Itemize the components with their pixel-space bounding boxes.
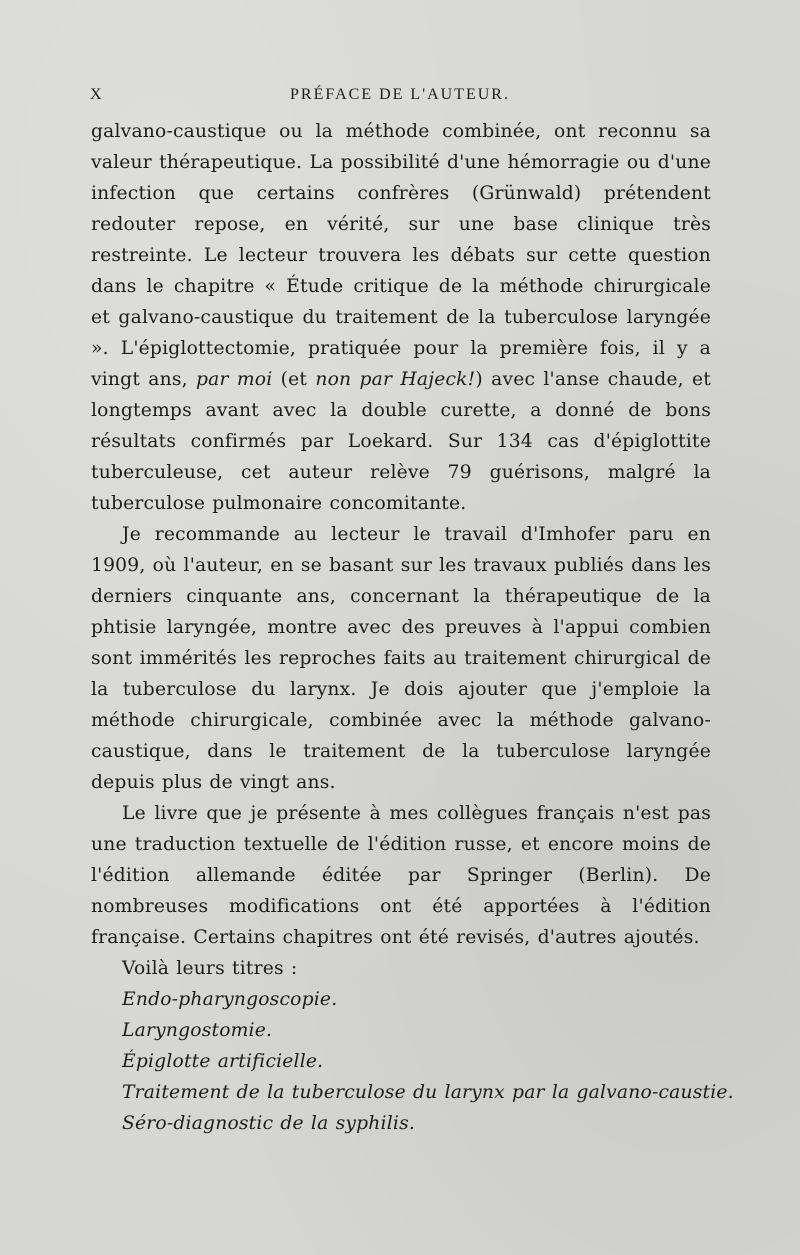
chapter-titles-list	[91, 953, 734, 1139]
italic-par-moi: par moi	[196, 369, 273, 390]
chapter-title: Endo-pharyngoscopie.	[122, 989, 338, 1010]
chapter-title: Épiglotte artificielle.	[122, 1051, 324, 1072]
chapter-title: Séro-diagnostic de la syphilis.	[122, 1113, 415, 1134]
paragraph-3: Le livre que je présente à mes collègues français n'est pas une traduction textuelle de l'édition russe, et encore moins de l'édition allemande éditée par Springer (Berlin). De nombreuses modifications ont été apportées à l'édition française. Certains chapitres ont été revisés, d'autres ajoutés.	[91, 803, 711, 948]
chapter-title: Traitement de la tuberculose du larynx par la galvano-caustie.	[122, 1082, 734, 1103]
paragraph-2: Je recommande au lecteur le travail d'Imhofer paru en 1909, où l'auteur, en se basant sur les travaux publiés dans les derniers cinquante ans, concernant la thérapeutique de la phtisie laryngée, montre avec des preuves à l'appui combien sont immérités les reproches faits au traitement chirurgical de la tuberculose du larynx. Je dois ajouter que j'emploie la méthode chirurgicale, combinée avec la méthode galvano-caustique, dans le traitement de la tuberculose laryngée depuis plus de vingt ans.	[91, 524, 711, 793]
page-number: X	[90, 86, 103, 103]
running-title: PRÉFACE DE L'AUTEUR.	[290, 86, 510, 103]
chapter-title: Laryngostomie.	[122, 1020, 273, 1041]
italic-non-par-hajeck: non par Hajeck!	[315, 369, 476, 390]
paragraph-1: galvano-caustique ou la méthode combinée, ont reconnu sa valeur thérapeutique. La possibilité d'une hémorragie ou d'une infection que certains confrères (Grünwald) prétendent redouter repose, en vérité, sur une base clinique très restreinte. Le lecteur trouvera les débats sur cette question dans le chapitre « Étude critique de la méthode chirurgicale et galvano-caustique du traitement de la tuberculose laryngée ». L'épiglottectomie, pratiquée pour la première fois, il y a vingt ans, par moi (et non par Hajeck!) avec l'anse chaude, et longtemps avant avec la double curette, a donné de bons résultats confirmés par Loekard. Sur 134 cas d'épiglottite tuberculeuse, cet auteur relève 79 guérisons, malgré la tuberculose pulmonaire concomitante.	[91, 121, 711, 514]
page-header	[90, 86, 710, 110]
body-text	[91, 116, 734, 1139]
titles-intro: Voilà leurs titres :	[122, 958, 298, 979]
